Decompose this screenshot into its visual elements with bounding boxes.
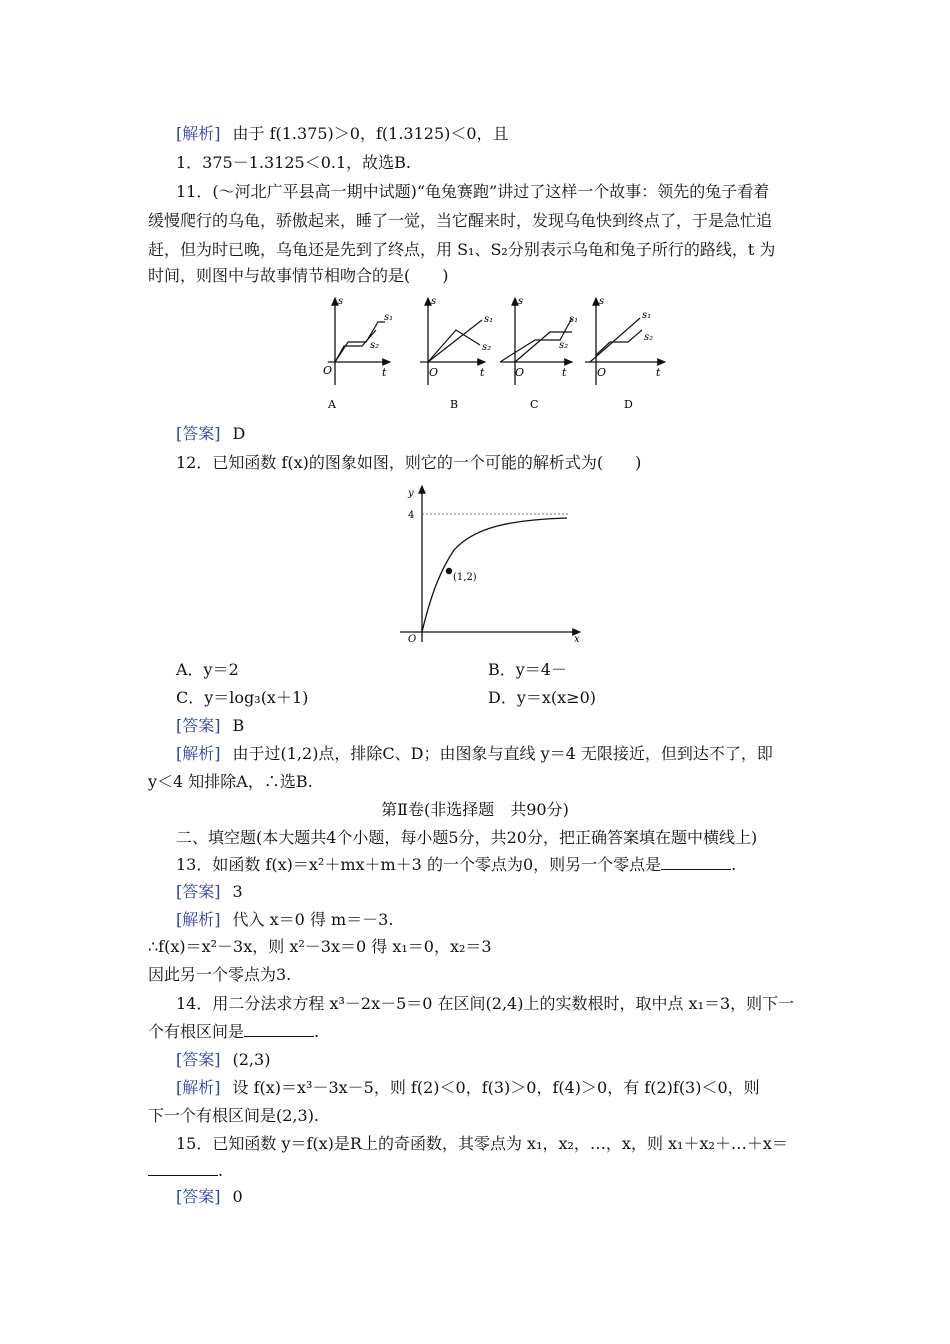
q14-line-2-text: 个有根区间是 [148,1022,245,1041]
q12-analysis-text: 由于过(1,2)点，排除C、D；由图象与直线 y＝4 无限接近，但到达不了，即 [232,744,773,763]
graph-c [500,296,578,411]
graph-a-s1-label: s₁ [384,312,394,323]
q12-answer-line [176,716,244,736]
graph-b-origin: O [429,366,439,379]
q15-answer: 0 [232,1187,243,1206]
origin-label: O [408,634,417,645]
q12-analysis-continuation: y＜4 知排除A，∴选B. [148,772,313,791]
graph-c-origin: O [515,366,525,379]
graph-a-origin: O [323,364,333,377]
q14-analysis-line [176,1078,760,1098]
q11-line-4: 时间，则图中与故事情节相吻合的是( ) [148,266,449,285]
graph-d-s-label: s [599,296,605,307]
graph-c-t-label: t [562,366,567,379]
point-1-2 [446,568,452,574]
q14-answer-line [176,1050,270,1070]
analysis-text: 由于 f(1.375)＞0，f(1.3125)＜0，且 [232,124,509,143]
q12-answer: B [232,716,245,735]
graph-a-s2-label: s₂ [370,340,380,351]
q13-analysis-line [176,910,393,930]
x-label: x [574,634,580,645]
q12-option-a: A．y＝2 [176,660,239,679]
q11-answer: D [232,424,246,443]
q11-line-3: 赶，但为时已晚，乌龟还是先到了终点，用 S₁、S₂分别表示乌龟和兔子所行的路线，t 为 [148,240,776,259]
graph-b-option-label: B [450,398,459,411]
y-label: y [408,488,414,499]
answer-tag: [答案] [176,1187,221,1206]
graph-b-s-label: s [431,296,437,307]
graph-b-s2-label: s₂ [482,342,492,353]
analysis-continuation: 1．375－1.3125＜0.1，故选B. [176,153,411,172]
q15-line-2-end: . [218,1161,224,1180]
answer-tag: [答案] [176,716,221,735]
analysis-line [176,124,509,144]
answer-tag: [答案] [176,1050,221,1069]
point-label: (1,2) [453,572,477,583]
q13-analysis-line-2: ∴f(x)＝x²－3x，则 x²－3x＝0 得 x₁＝0，x₂＝3 [148,937,492,956]
q12-option-d: D．y＝x(x≥0) [488,688,596,707]
q12-option-b: B．y＝4－ [488,660,567,679]
graph-d-t-label: t [656,366,661,379]
q12-stem: 12．已知函数 f(x)的图象如图，则它的一个可能的解析式为( ) [176,453,642,472]
graph-b-s1-label: s₁ [484,314,494,325]
q11-answer-line [176,424,245,444]
q13-analysis-text: 代入 x＝0 得 m＝－3. [232,910,394,929]
q13-stem-text: 13．如函数 f(x)＝x²＋mx＋m＋3 的一个零点为0，则另一个零点是 [176,855,662,874]
q15-line-1: 15．已知函数 y＝f(x)是R上的奇函数，其零点为 x₁，x₂，…，x，则 x₁＋x₂＋…＋x＝ [176,1134,788,1153]
analysis-tag: [解析] [176,124,221,143]
graph-d-origin: O [597,366,607,379]
analysis-tag: [解析] [176,744,221,763]
graph-c-s2-label: s₂ [559,340,569,351]
graph-c-option-label: C [530,398,539,411]
q13-analysis-line-3: 因此另一个零点为3. [148,965,292,984]
q13-answer: 3 [232,882,243,901]
q12-graph [392,480,592,650]
q11-line-2: 缓慢爬行的乌龟，骄傲起来，睡了一觉，当它醒来时，发现乌龟快到终点了，于是急忙追 [148,211,773,230]
answer-tag: [答案] [176,882,221,901]
graph-c-s1-label: s₁ [569,314,579,325]
answer-blank [661,855,731,870]
q15-answer-line [176,1187,243,1207]
graph-a-option-label: A [328,398,336,411]
q13-answer-line [176,882,243,902]
graph-a [323,296,393,411]
graph-d-s2-label: s₂ [644,332,654,343]
graph-a-t-label: t [382,366,387,379]
analysis-tag: [解析] [176,910,221,929]
q11-line-1: 11．(～河北广平县高一期中试题)“龟兔赛跑”讲过了这样一个故事：领先的兔子看着 [176,182,770,201]
q14-analysis-continuation: 下一个有根区间是(2,3). [148,1106,320,1125]
q14-line-2 [148,1022,319,1042]
answer-tag: [答案] [176,424,221,443]
q11-graphs [310,290,680,420]
graph-d-s1-label: s₁ [642,310,652,321]
q13-stem [176,855,736,875]
y-tick-4: 4 [408,510,415,521]
section-heading: 第Ⅱ卷(非选择题 共90分) [381,800,569,819]
graph-d-option-label: D [624,398,633,411]
q14-line-1: 14．用二分法求方程 x³－2x－5＝0 在区间(2,4)上的实数根时，取中点 x₁＝3，则下一 [176,994,795,1013]
graph-a-s-label: s [338,296,344,307]
graph-d [585,296,665,411]
part-heading: 二、填空题(本大题共4个小题，每小题5分，共20分，把正确答案填在题中横线上) [176,828,758,847]
graph-c-s-label: s [518,296,524,307]
q14-line-2-end: . [314,1022,320,1041]
answer-blank [148,1161,218,1176]
graph-b [420,296,493,411]
q14-answer: (2,3) [232,1050,271,1069]
q14-analysis-text: 设 f(x)＝x³－3x－5，则 f(2)＜0，f(3)＞0，f(4)＞0，有 f(2)f(3)＜0，则 [232,1078,760,1097]
analysis-tag: [解析] [176,1078,221,1097]
graph-b-t-label: t [480,366,485,379]
graph-d-s1 [590,318,640,362]
function-curve [422,518,567,632]
q12-analysis-line [176,744,773,764]
q12-option-c: C．y＝log₃(x＋1) [176,688,309,707]
graph-b-s2 [428,330,480,362]
q13-stem-end: . [731,855,737,874]
answer-blank [244,1022,314,1037]
q15-line-2 [148,1161,223,1181]
